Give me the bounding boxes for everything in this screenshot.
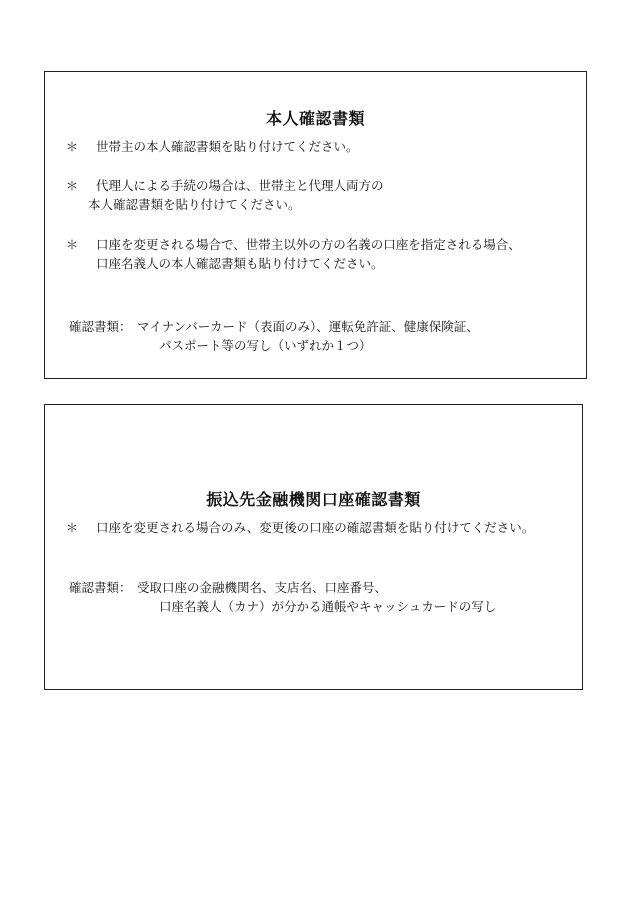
note-text: 世帯主の本人確認書類を貼り付けてください。: [96, 139, 359, 154]
note-text: 口座を変更される場合のみ、変更後の口座の確認書類を貼り付けてください。: [96, 520, 535, 535]
asterisk-mark: ＊: [65, 520, 79, 535]
identity-documents-box: [44, 71, 587, 379]
accepted-documents: [69, 317, 479, 355]
note-text: 口座名義人の本人確認書類も貼り付けてください。: [96, 256, 384, 271]
note-item: [65, 176, 384, 214]
documents-text: パスポート等の写し（いずれか１つ）: [159, 338, 372, 353]
asterisk-mark: ＊: [65, 237, 79, 252]
note-item: [65, 235, 521, 273]
note-text: 代理人による手続の場合は、世帯主と代理人両方の: [96, 178, 384, 193]
accepted-documents: [69, 578, 496, 616]
asterisk-mark: ＊: [65, 178, 79, 193]
note-item: [65, 518, 534, 537]
note-item: [65, 137, 359, 156]
documents-label: 確認書類：: [69, 580, 132, 595]
note-text: 口座を変更される場合で、世帯主以外の方の名義の口座を指定される場合、: [96, 237, 521, 252]
documents-text: 受取口座の金融機関名、支店名、口座番号、: [137, 580, 388, 595]
documents-text: マイナンバーカード（表面のみ）、運転免許証、健康保険証、: [137, 319, 479, 334]
bank-account-documents-box: [44, 404, 583, 690]
documents-label: 確認書類：: [69, 319, 132, 334]
note-text: 本人確認書類を貼り付けてください。: [88, 197, 301, 212]
section-title: 本人確認書類: [265, 109, 365, 128]
asterisk-mark: ＊: [65, 139, 79, 154]
section-title: 振込先金融機関口座確認書類: [206, 490, 421, 509]
documents-text: 口座名義人（カナ）が分かる通帳やキャッシュカードの写し: [159, 599, 497, 614]
